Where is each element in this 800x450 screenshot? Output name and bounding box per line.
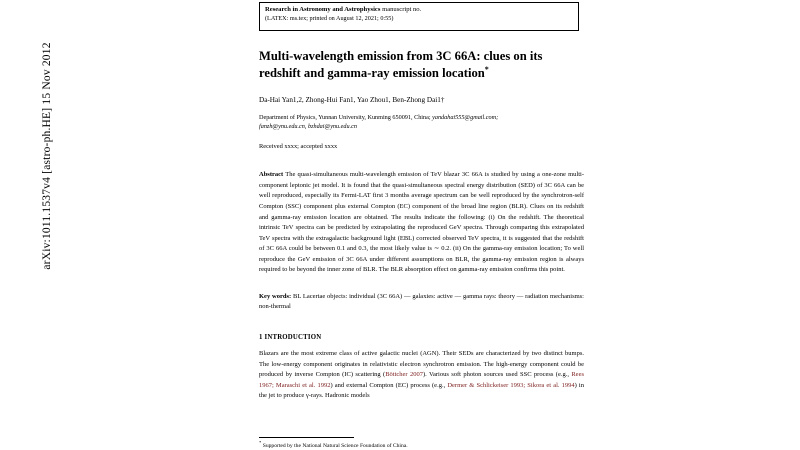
affiliation-line2: fanzh@ynu.edu.cn, bzhdai@ynu.edu.cn: [259, 123, 357, 131]
intro-text-part3: ) and external Compton (EC) process (e.g.,: [330, 381, 448, 389]
intro-text-part2: ). Various soft photon sources used SSC process (e.g.,: [422, 371, 572, 379]
intro-text-part4: ) in the jet to produce γ-rays. Hadronic models: [259, 381, 584, 400]
footnote-text: Supported by the National Natural Science Foundation of China.: [262, 442, 408, 449]
abstract-text: The quasi-simultaneous multi-wavelength emission of TeV blazar 3C 66A is studied by using a one-zone multi-component leptonic jet model. It is found that the quasi-simultaneous spectral energy distribution (SED) of 3C 66A can be well reproduced, especially its Fermi-LAT first 3 months average spectrum can be well reproduced by the synchrotron-self Compton (SSC) component plus external Compton (EC) component of the broad line region (BLR). Clues on its redshift and gamma-ray emission location are obtained. The results indicate the following: (i) On the redshift. The theoretical intrinsic TeV spectra can be predicted by extrapolating the reproduced GeV spectra. Through comparing this extrapolated TeV spectra with the extragalactic background light (EBL) corrected observed TeV spectra, it is suggested that the redshift of 3C 66A could be between 0.1 and 0.3, the most likely value is ∼ 0.2. (ii) On the gamma-ray emission location; To well reproduce the GeV emission of 3C 66A under different assumptions on BLR, the gamma-ray emission region is always required to be beyond the inner zone of BLR. The BLR absorption effect on gamma-ray emission confirms this point.: [259, 171, 584, 274]
page-title: [259, 48, 584, 81]
section-title: INTRODUCTION: [264, 334, 322, 342]
affiliation-line1: Department of Physics, Yunnan University, Kunming 650091, China;: [259, 114, 431, 122]
intro-paragraph: [259, 349, 584, 402]
keywords-label: Key words:: [259, 292, 292, 300]
keywords-block: [259, 292, 584, 313]
journal-name: Research in Astronomy and Astrophysics: [265, 6, 381, 13]
section-heading-introduction: [259, 334, 584, 341]
footnote-block: [259, 440, 584, 450]
abstract-label: Abstract: [259, 171, 284, 179]
title-text: Multi-wavelength emission from 3C 66A: clues on its redshift and gamma-ray emission location: [259, 49, 543, 80]
arxiv-stamp: arXiv:1011.1537v4 [astro-ph.HE] 15 Nov 2012: [41, 42, 53, 270]
journal-header-box: [259, 2, 579, 31]
keywords-text: BL Lacertae objects: individual (3C 66A) — galaxies: active — gamma rays: theory — radiation mechanisms: non-thermal: [259, 292, 584, 310]
author-list: Da-Hai Yan1,2, Zhong-Hui Fan1, Yao Zhou1, Ben-Zhong Dai1†: [259, 96, 445, 105]
footnote-rule: [259, 437, 354, 438]
affiliation-email-1: yandahai555@gmail.com;: [432, 114, 499, 122]
manuscript-label: manuscript no.: [382, 6, 422, 13]
citation-link-bottcher[interactable]: Böttcher 2007: [385, 371, 423, 379]
paper-content: [259, 48, 584, 408]
citation-link-dermer-sikora[interactable]: Dermer & Schlickeiser 1993; Sikora et al. 1994: [447, 381, 575, 389]
abstract-block: [259, 170, 584, 275]
affiliation-block: [259, 114, 584, 132]
intro-text-part1: Blazars are the most extreme class of active galactic nuclei (AGN). Their SEDs are characterized by two distinct bumps. The low-energy component originates in relativistic electron synchrotron emission. The high-energy component could be produced by inverse Compton (IC) scattering (: [259, 350, 584, 379]
received-accepted-line: Received xxxx; accepted xxxx: [259, 143, 338, 151]
section-number: 1: [259, 334, 263, 342]
footnote-marker: *: [259, 440, 262, 445]
journal-header-line1: [265, 6, 573, 14]
journal-header-line2: (LATEX: ms.tex; printed on August 12, 2021; 0:55): [265, 15, 394, 23]
title-footnote-marker: *: [484, 64, 489, 74]
citation-link-rees-maraschi[interactable]: Rees 1967; Maraschi et al. 1992: [259, 371, 584, 389]
